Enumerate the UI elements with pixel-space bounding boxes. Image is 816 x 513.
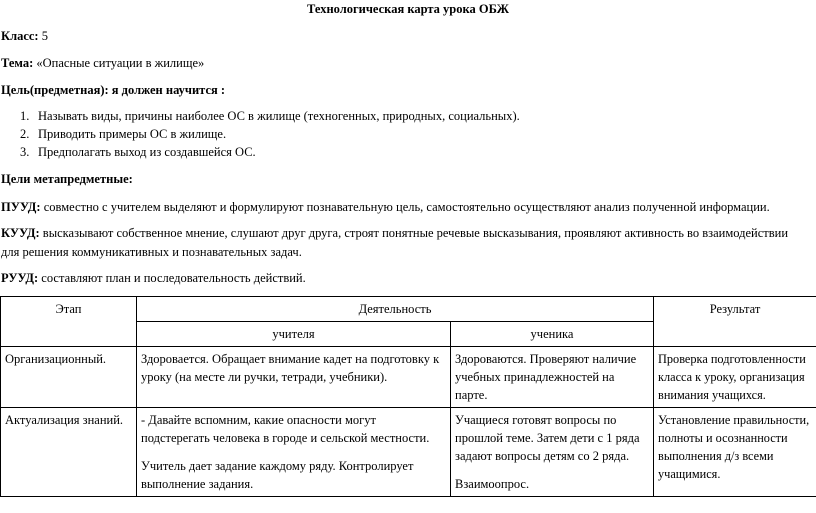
class-value: 5 xyxy=(41,29,48,43)
cell-result: Проверка подготовленности класса к уроку, организация внимания учащихся. xyxy=(654,347,816,408)
puud-label: ПУУД: xyxy=(1,200,41,214)
goal-list xyxy=(0,109,520,163)
header-teacher: учителя xyxy=(137,322,451,347)
document-title: Технологическая карта урока ОБЖ xyxy=(307,2,509,16)
cell-teacher: Здоровается. Обращает внимание кадет на подготовку к уроку (на месте ли ручки, тетради, учебники). xyxy=(137,347,451,408)
topic-value: «Опасные ситуации в жилище» xyxy=(36,56,205,70)
class-line xyxy=(1,29,48,44)
goal-item: 3. Предполагать выход из создавшейся ОС. xyxy=(20,145,256,159)
ruud-text: составляют план и последовательность действий. xyxy=(41,271,306,285)
lesson-table xyxy=(0,296,816,497)
meta-heading: Цели метапредметные: xyxy=(1,172,133,186)
ruud-label: РУУД: xyxy=(1,271,39,285)
header-student: ученика xyxy=(451,322,654,347)
header-activity: Деятельность xyxy=(137,297,654,322)
class-label: Класс: xyxy=(1,29,39,43)
topic-label: Тема: xyxy=(1,56,34,70)
goal-heading: Цель(предметная): я должен научится : xyxy=(1,83,226,97)
cell-teacher: - Давайте вспомним, какие опасности могут подстерегать человека в городе и сельской местности. Учитель дает задание каждому ряду. Контролирует выполнение задания. xyxy=(137,408,451,497)
puud-text: совместно с учителем выделяют и формулируют познавательную цель, самостоятельно осуществляют анализ полученной информации. xyxy=(43,200,770,214)
table-row xyxy=(1,408,816,497)
cell-stage: Организационный. xyxy=(1,347,137,408)
table-header-row xyxy=(1,297,816,322)
cell-stage: Актуализация знаний. xyxy=(1,408,137,497)
cell-result: Установление правильности, полноты и осознанности выполнения д/з всеми учащимися. xyxy=(654,408,816,497)
cell-student: Здороваются. Проверяют наличие учебных принадлежностей на парте. xyxy=(451,347,654,408)
goal-item: 1. Называть виды, причины наиболее ОС в жилище (техногенных, природных, социальных). xyxy=(20,109,520,123)
header-result: Результат xyxy=(654,297,816,347)
cell-student: Учащиеся готовят вопросы по прошлой теме. Затем дети с 1 ряда задают вопросы детям со 2 ряда. Взаимоопрос. xyxy=(451,408,654,497)
ruud-paragraph xyxy=(1,269,807,288)
topic-line xyxy=(1,56,204,71)
kuud-text: высказывают собственное мнение, слушают друг друга, строят понятные речевые высказывания, проявляют активность во взаимодействии для решения коммуникативных и познавательных задач. xyxy=(1,226,789,259)
table-row xyxy=(1,347,816,408)
kuud-paragraph xyxy=(1,224,807,262)
puud-paragraph xyxy=(1,198,807,217)
goal-item: 2. Приводить примеры ОС в жилище. xyxy=(20,127,227,141)
kuud-label: КУУД: xyxy=(1,226,40,240)
header-stage: Этап xyxy=(1,297,137,347)
